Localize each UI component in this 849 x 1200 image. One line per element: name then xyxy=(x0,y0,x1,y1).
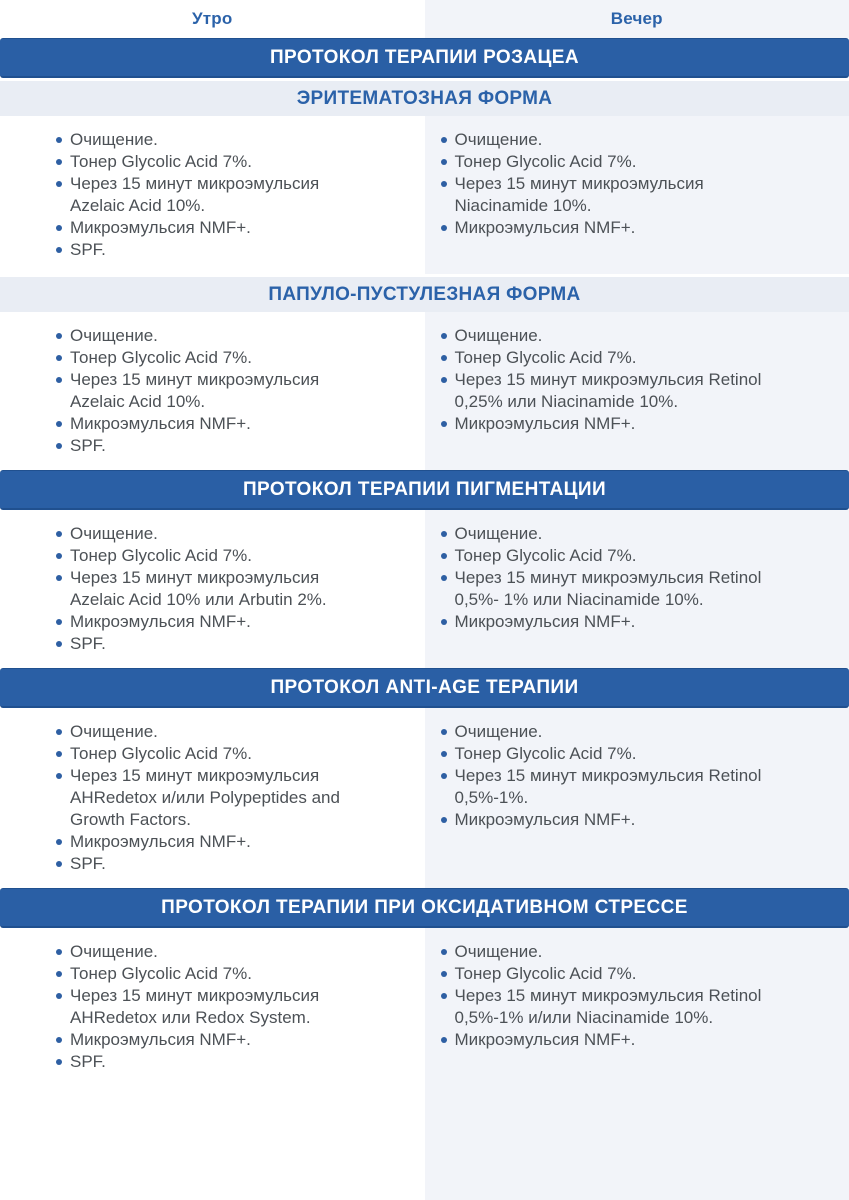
protocol-step: Тонер Glycolic Acid 7%. xyxy=(455,545,777,567)
protocol-step: Микроэмульсия NMF+. xyxy=(455,611,777,633)
evening-steps-list xyxy=(425,510,849,646)
protocol-title: ПРОТОКОЛ ТЕРАПИИ РОЗАЦЕА xyxy=(270,46,579,68)
protocol-step: Тонер Glycolic Acid 7%. xyxy=(455,743,777,765)
protocol-step: Микроэмульсия NMF+. xyxy=(70,611,355,633)
protocol-step: SPF. xyxy=(70,239,355,261)
protocol-step: SPF. xyxy=(70,435,355,457)
morning-column xyxy=(0,928,425,1086)
protocol-step: Через 15 минут микроэмульсия AHRedetox или Redox System. xyxy=(70,985,355,1029)
protocol-step: Очищение. xyxy=(70,129,355,151)
protocol-step: SPF. xyxy=(70,1051,355,1073)
column-header-morning: Утро xyxy=(0,0,425,38)
protocol-title-bar xyxy=(0,668,849,708)
protocol-step: Микроэмульсия NMF+. xyxy=(70,831,355,853)
evening-steps-list xyxy=(425,116,849,252)
protocol-step: Через 15 минут микроэмульсия Azelaic Acid 10%. xyxy=(70,173,355,217)
protocol-content-row xyxy=(0,312,849,470)
protocol-step: Микроэмульсия NMF+. xyxy=(70,1029,355,1051)
protocol-step: Очищение. xyxy=(70,325,355,347)
evening-column xyxy=(425,510,849,668)
morning-steps-list xyxy=(0,708,425,888)
morning-column xyxy=(0,312,425,470)
evening-steps-list xyxy=(425,312,849,448)
protocol-title-bar xyxy=(0,888,849,928)
protocol-step: Тонер Glycolic Acid 7%. xyxy=(455,151,777,173)
bottom-empty-area xyxy=(0,1086,849,1200)
morning-steps-list xyxy=(0,116,425,274)
protocol-step: Очищение. xyxy=(70,721,355,743)
protocol-step: Через 15 минут микроэмульсия Azelaic Acid 10% или Arbutin 2%. xyxy=(70,567,355,611)
protocol-content-row xyxy=(0,116,849,274)
protocol-title-bar xyxy=(0,38,849,78)
morning-column xyxy=(0,708,425,888)
protocol-step: Через 15 минут микроэмульсия Retinol 0,5%- 1% или Niacinamide 10%. xyxy=(455,567,777,611)
form-subtitle: ПАПУЛО-ПУСТУЛЕЗНАЯ ФОРМА xyxy=(268,283,581,305)
evening-column xyxy=(425,708,849,888)
protocol-content-row xyxy=(0,510,849,668)
protocol-step: Очищение. xyxy=(70,941,355,963)
morning-steps-list xyxy=(0,928,425,1086)
protocol-step: Тонер Glycolic Acid 7%. xyxy=(70,545,355,567)
morning-column xyxy=(0,510,425,668)
protocol-title-bar xyxy=(0,470,849,510)
bottom-empty-morning xyxy=(0,1086,425,1200)
form-subtitle-bar xyxy=(0,277,849,312)
protocol-step: Через 15 минут микроэмульсия Retinol 0,5%-1% и/или Niacinamide 10%. xyxy=(455,985,777,1029)
protocol-step: Очищение. xyxy=(455,523,777,545)
protocol-step: Тонер Glycolic Acid 7%. xyxy=(70,963,355,985)
protocol-step: Тонер Glycolic Acid 7%. xyxy=(455,963,777,985)
protocol-step: Очищение. xyxy=(455,941,777,963)
morning-steps-list xyxy=(0,312,425,470)
protocol-content-row xyxy=(0,928,849,1086)
protocol-step: Микроэмульсия NMF+. xyxy=(70,413,355,435)
protocol-step: Микроэмульсия NMF+. xyxy=(455,413,777,435)
protocol-step: Очищение. xyxy=(455,325,777,347)
protocol-title: ПРОТОКОЛ ТЕРАПИИ ПИГМЕНТАЦИИ xyxy=(242,478,607,500)
protocol-step: Тонер Glycolic Acid 7%. xyxy=(455,347,777,369)
protocol-step: SPF. xyxy=(70,633,355,655)
protocol-step: Тонер Glycolic Acid 7%. xyxy=(70,151,355,173)
protocol-step: Через 15 минут микроэмульсия Niacinamide 10%. xyxy=(455,173,777,217)
evening-column xyxy=(425,312,849,470)
protocol-step: Через 15 минут микроэмульсия Azelaic Acid 10%. xyxy=(70,369,355,413)
protocol-title: ПРОТОКОЛ ANTI-AGE ТЕРАПИИ xyxy=(270,676,579,698)
protocol-step: Микроэмульсия NMF+. xyxy=(70,217,355,239)
protocol-step: Микроэмульсия NMF+. xyxy=(455,1029,777,1051)
column-header-evening: Вечер xyxy=(425,0,849,38)
evening-steps-list xyxy=(425,928,849,1064)
protocol-step: Очищение. xyxy=(70,523,355,545)
evening-steps-list xyxy=(425,708,849,844)
protocol-step: Через 15 минут микроэмульсия Retinol 0,5%-1%. xyxy=(455,765,777,809)
protocol-step: Очищение. xyxy=(455,129,777,151)
evening-column xyxy=(425,928,849,1086)
morning-steps-list xyxy=(0,510,425,668)
protocol-step: Через 15 минут микроэмульсия AHRedetox и/или Polypeptides and Growth Factors. xyxy=(70,765,355,831)
protocol-step: Микроэмульсия NMF+. xyxy=(455,217,777,239)
morning-column xyxy=(0,116,425,274)
protocol-step: Очищение. xyxy=(455,721,777,743)
protocol-step: SPF. xyxy=(70,853,355,875)
form-subtitle-bar xyxy=(0,81,849,116)
evening-column xyxy=(425,116,849,274)
protocol-title: ПРОТОКОЛ ТЕРАПИИ ПРИ ОКСИДАТИВНОМ СТРЕССЕ xyxy=(161,896,688,918)
bottom-empty-evening xyxy=(425,1086,849,1200)
protocol-step: Через 15 минут микроэмульсия Retinol 0,25% или Niacinamide 10%. xyxy=(455,369,777,413)
protocol-step: Микроэмульсия NMF+. xyxy=(455,809,777,831)
protocol-sections xyxy=(0,38,849,1086)
protocol-step: Тонер Glycolic Acid 7%. xyxy=(70,347,355,369)
protocol-content-row xyxy=(0,708,849,888)
protocol-step: Тонер Glycolic Acid 7%. xyxy=(70,743,355,765)
form-subtitle: ЭРИТЕМАТОЗНАЯ ФОРМА xyxy=(296,87,553,109)
column-headers-row xyxy=(0,0,849,38)
